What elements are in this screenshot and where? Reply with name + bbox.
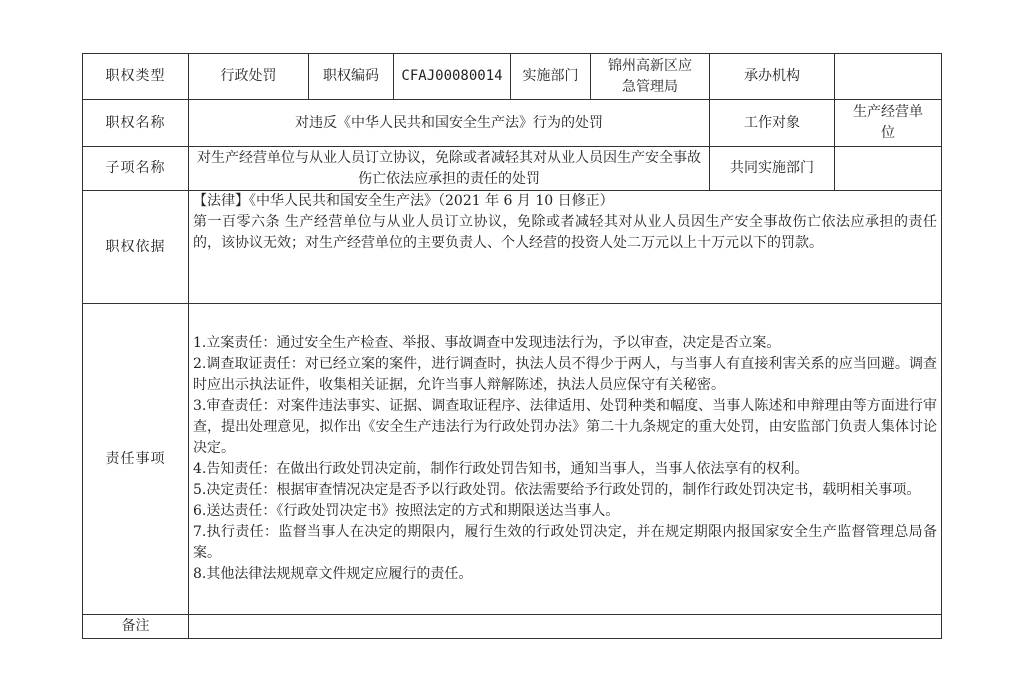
basis-article: 第一百零六条 生产经营单位与从业人员订立协议，免除或者减轻其对从业人员因生产安全事故伤亡依法应承担的责任的，该协议无效；对生产经营单位的主要负责人、个人经营的投资人处二万元以上十万元以下的罚款。 [193,214,937,251]
basis-label: 职权依据 [83,191,189,304]
name-row [83,100,942,147]
remarks-row [83,615,942,639]
code-value: CFAJ00080014 [394,54,511,100]
name-label: 职权名称 [83,100,189,147]
basis-row [83,191,942,304]
duties-label: 责任事项 [83,304,189,615]
joint-value [835,147,942,191]
duty-item: 6.送达责任：《行政处罚决定书》按照法定的方式和期限送达当事人。 [193,503,620,519]
header-row [83,54,942,100]
remarks-value [189,615,942,639]
duties-row [83,304,942,615]
joint-label: 共同实施部门 [710,147,835,191]
target-value: 生产经营单位 [835,100,942,147]
duty-item: 3.审查责任：对案件违法事实、证据、调查取证程序、法律适用、处罚种类和幅度、当事人陈述和申辩理由等方面进行审查，提出处理意见，拟作出《安全生产违法行为行政处罚办法》第二十九条规定的重大处罚，由安监部门负责人集体讨论决定。 [193,398,937,456]
org-label: 承办机构 [710,54,835,100]
org-value [835,54,942,100]
type-label: 职权类型 [83,54,189,100]
duty-item: 2.调查取证责任：对已经立案的案件，进行调查时，执法人员不得少于两人，与当事人有直接利害关系的应当回避。调查时应出示执法证件，收集相关证据，允许当事人辩解陈述，执法人员应保守有关秘密。 [193,356,937,393]
target-label: 工作对象 [710,100,835,147]
duty-item: 1.立案责任：通过安全生产检查、举报、事故调查中发现违法行为，予以审查，决定是否立案。 [193,335,781,351]
name-value: 对违反《中华人民共和国安全生产法》行为的处罚 [189,100,710,147]
dept-value: 锦州高新区应急管理局 [591,54,710,100]
duty-item: 7.执行责任：监督当事人在决定的期限内，履行生效的行政处罚决定，并在规定期限内报国家安全生产监督管理总局备案。 [193,524,937,561]
duty-item: 5.决定责任：根据审查情况决定是否予以行政处罚。依法需要给予行政处罚的，制作行政处罚决定书，载明相关事项。 [193,482,921,498]
sub-label: 子项名称 [83,147,189,191]
basis-law: 【法律】《中华人民共和国安全生产法》（2021 年 6 月 10 日修正） [193,193,614,209]
basis-content [189,191,942,304]
remarks-label: 备注 [83,615,189,639]
dept-label: 实施部门 [511,54,591,100]
duty-item: 4.告知责任：在做出行政处罚决定前，制作行政处罚告知书，通知当事人，当事人依法享有的权利。 [193,461,809,477]
code-label: 职权编码 [309,54,394,100]
authority-table [82,53,942,639]
duty-item: 8.其他法律法规规章文件规定应履行的责任。 [193,566,473,582]
sub-value: 对生产经营单位与从业人员订立协议，免除或者减轻其对从业人员因生产安全事故伤亡依法应承担的责任的处罚 [189,147,710,191]
duties-content [189,304,942,615]
type-value: 行政处罚 [189,54,309,100]
sub-row [83,147,942,191]
